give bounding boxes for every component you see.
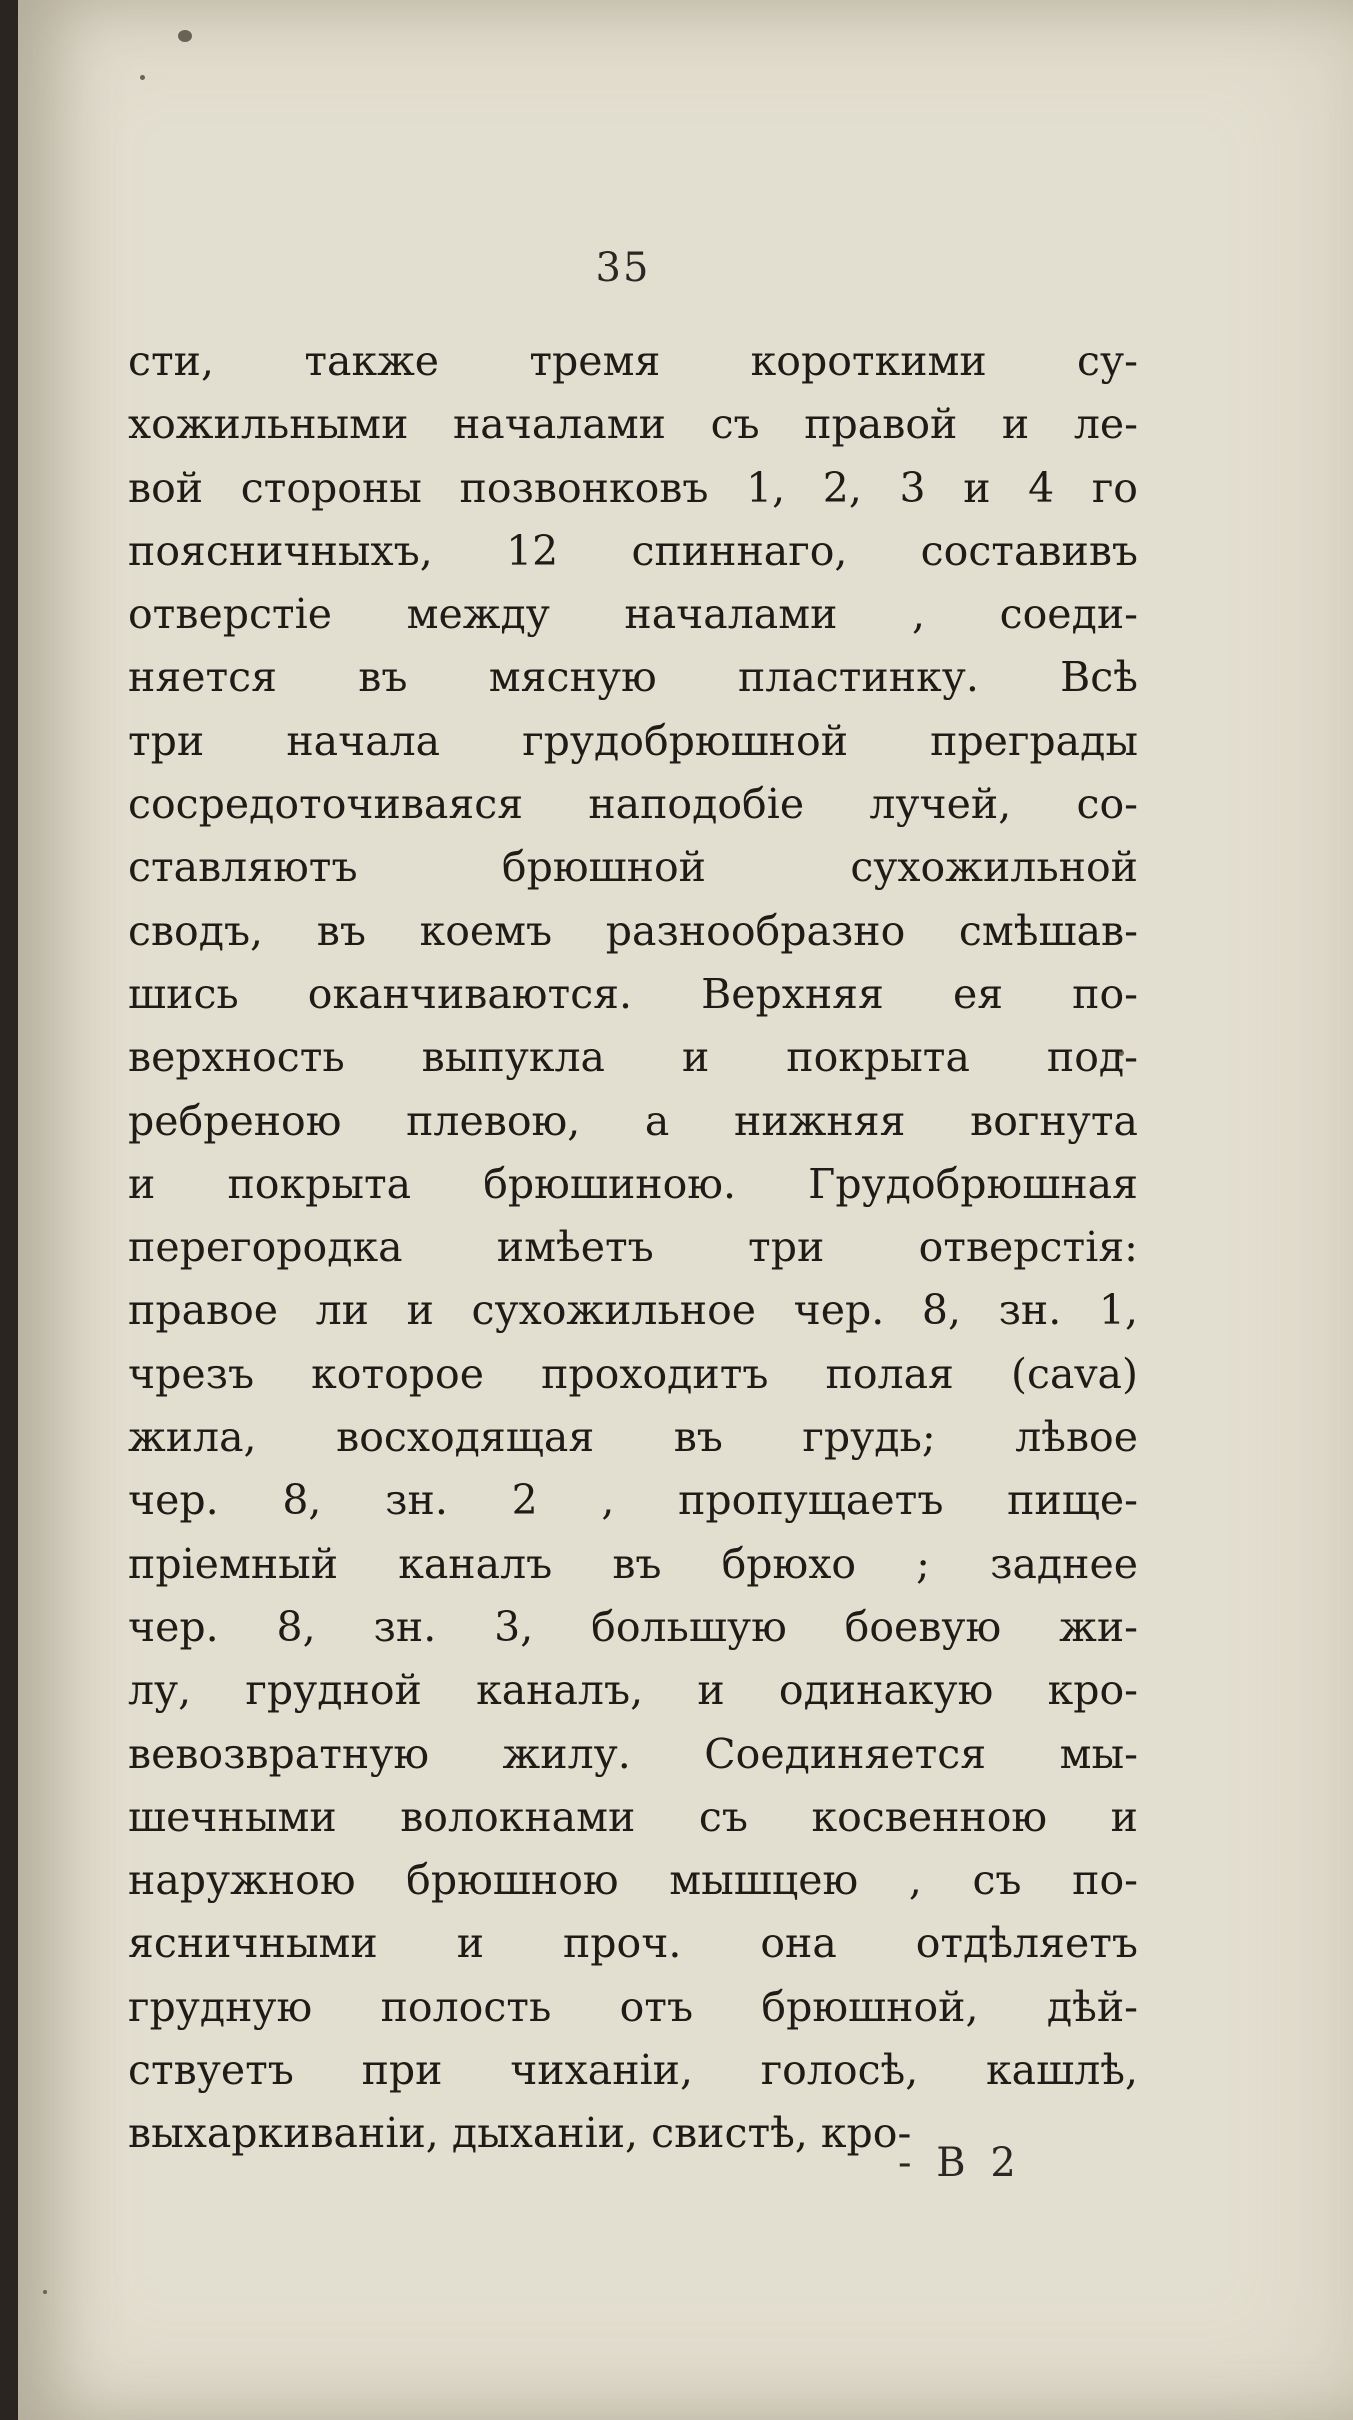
text-line: хожильными началами съ правой и ле- [128,400,1138,449]
text-line: правое ли и сухожильное чер. 8, зн. 1, [128,1286,1138,1335]
text-line: перегородка имѣетъ три отверстія: [128,1223,1138,1272]
text-line: пріемный каналъ въ брюхо ; заднее [128,1539,1138,1588]
page-number: 35 [595,245,651,291]
text-line: вевозвратную жилу. Соединяется мы- [128,1729,1138,1778]
text-line: сосредоточиваяся наподобіе лучей, со- [128,780,1138,829]
text-line: шись оканчиваются. Верхняя ея по- [128,969,1138,1018]
text-line: отверстіе между началами , соеди- [128,590,1138,639]
text-line: ребреною плевою, а нижняя вогнута [128,1096,1138,1145]
text-line: ставляютъ брюшной сухожильной [128,843,1138,892]
text-line: няется въ мясную пластинку. Всѣ [128,653,1138,702]
ink-speck [43,2290,47,2294]
text-line: три начала грудобрюшной преграды [128,716,1138,765]
text-line: выхаркиваніи, дыханіи, свистѣ, кро- [128,2109,912,2158]
text-line: наружною брюшною мышцею , съ по- [128,1856,1138,1905]
text-line: лу, грудной каналъ, и одинакую кро- [128,1666,1138,1715]
text-line: ствуетъ при чиханіи, голосѣ, кашлѣ, [128,2046,1138,2095]
text-line: верхность выпукла и покрыта под- [128,1033,1138,1082]
text-line: сти, также тремя короткими су- [128,337,1138,385]
text-line: чер. 8, зн. 2 , пропущаетъ пище- [128,1476,1138,1525]
text-line: поясничныхъ, 12 спиннаго, составивъ [128,526,1138,575]
text-line: шечными волокнами съ косвенною и [128,1792,1138,1841]
book-page [18,0,1353,2420]
text-line: чрезъ которое проходитъ полая (cava) [128,1349,1138,1398]
ink-speck [140,75,145,80]
text-line: чер. 8, зн. 3, большую боевую жи- [128,1602,1138,1651]
text-line: жила, восходящая въ грудь; лѣвое [128,1413,1138,1462]
body-text [128,330,1138,2166]
text-line: и покрыта брюшиною. Грудобрюшная [128,1159,1138,1208]
text-line: вой стороны позвонковъ 1, 2, 3 и 4 го [128,463,1138,512]
text-line: сводъ, въ коемъ разнообразно смѣшав- [128,906,1138,955]
text-line: ясничными и проч. она отдѣляетъ [128,1919,1138,1968]
text-line: грудную полость отъ брюшной, дѣй- [128,1982,1138,2031]
signature-mark: - В 2 [898,2140,1022,2186]
ink-speck [178,30,192,42]
